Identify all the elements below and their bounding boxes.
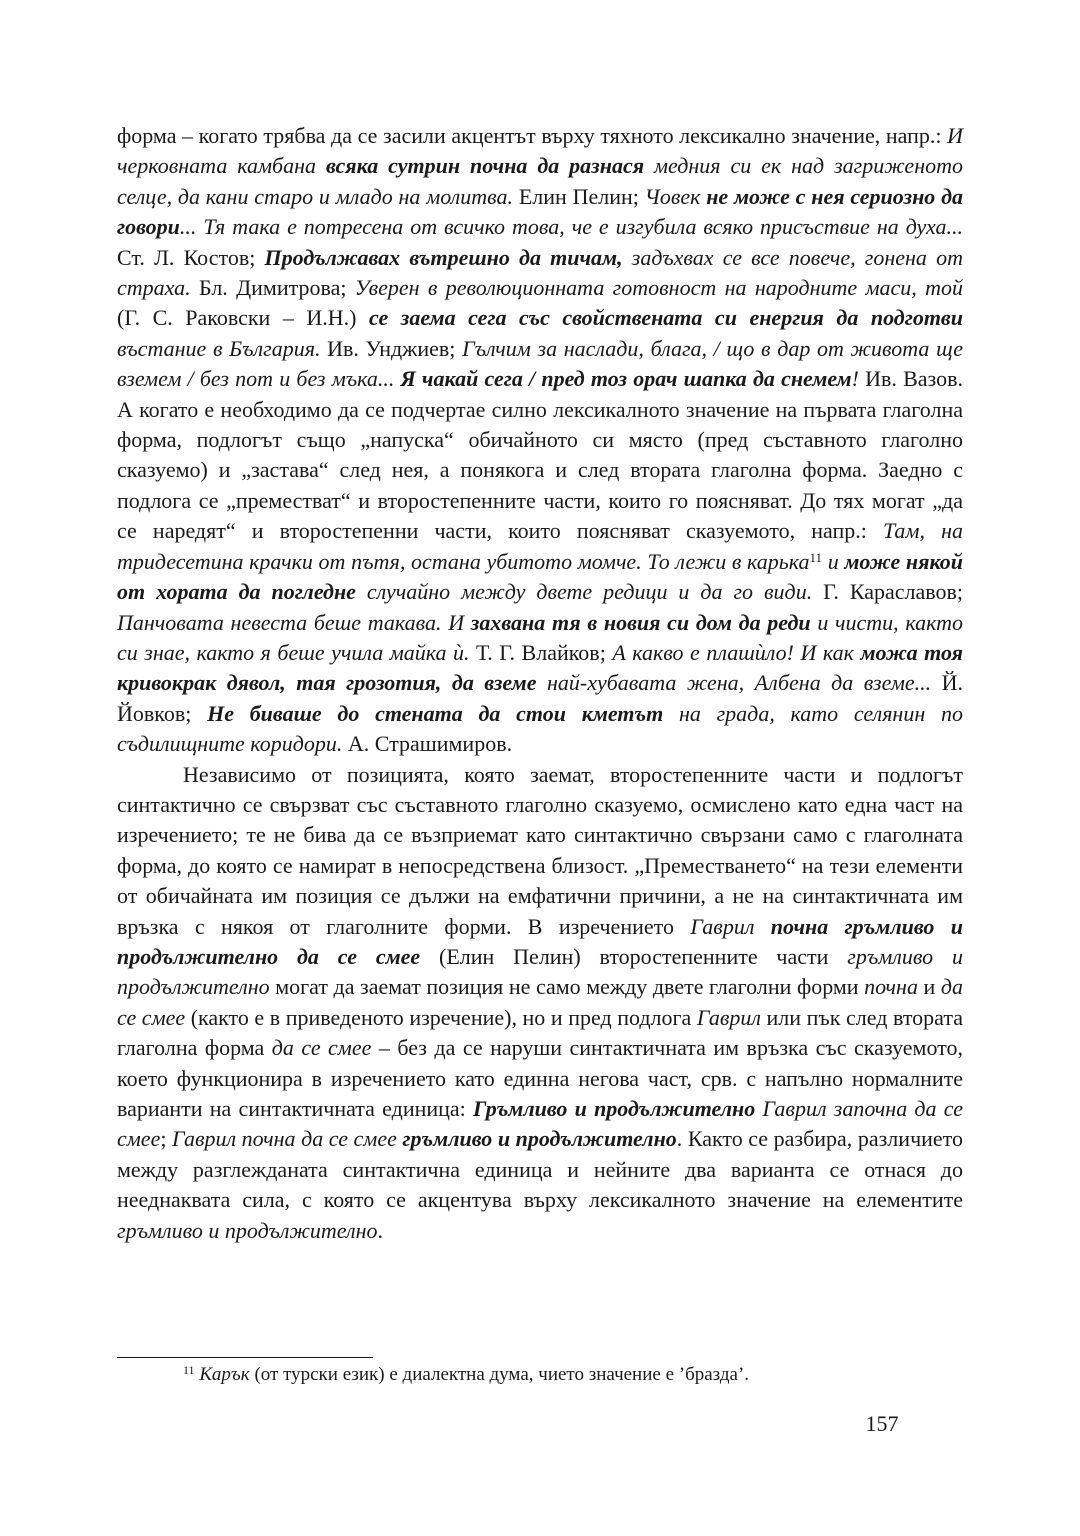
quote-italic: на града, като селянин по съдилищните коридори.	[117, 700, 963, 757]
quote-italic: почна	[864, 974, 918, 1000]
text-run: или пък след втората глаголна форма	[117, 1004, 963, 1061]
quote-emphasis: гръмливо и продължително	[402, 1126, 677, 1152]
text-run: – без да се наруши синтактичната им връзка със сказуемото, което функционира в изречението като единна негова част, срв. с напълно нормалните варианти на синтактичната единица:	[117, 1035, 964, 1121]
quote-italic: Уверен в революционната готовност на народните маси, той	[354, 275, 963, 301]
paragraph-2	[117, 760, 963, 1247]
quote-italic: задъхвах се все повече, гонена от страха.	[117, 244, 963, 301]
footnote-term: Карък	[199, 1364, 250, 1385]
page-number: 157	[865, 1411, 899, 1436]
main-text	[117, 121, 963, 1246]
quote-italic: Гаврил	[696, 1004, 761, 1030]
quote-italic: гръмливо и продължително	[117, 943, 963, 1000]
quote-italic: и чисти, както си знае, както я беше учила майка ѝ.	[117, 609, 963, 665]
paragraph-1	[117, 121, 963, 760]
quote-emphasis: Не биваше до стената да стои кметът	[207, 700, 664, 726]
author-ref: Бл. Димитрова;	[190, 275, 355, 301]
quote-italic: и	[822, 548, 845, 574]
quote-italic: Човек	[644, 183, 707, 209]
quote-emphasis: може някой от хората да погледне	[117, 548, 963, 605]
quote-italic: Гаврил започна да се смее	[117, 1096, 963, 1152]
quote-emphasis: не може с нея сериозно да говори	[117, 183, 963, 240]
text-run: могат да заемат позиция не само между двете глаголни форми	[269, 974, 865, 1000]
quote-emphasis: Гръмливо и продължително	[473, 1096, 756, 1121]
text-run: и	[917, 974, 941, 1000]
text-run: (Елин Пелин) второстепенните части	[420, 943, 848, 969]
quote-italic: медния си ек над загриженото селце, да кани старо и младо на молитва.	[117, 153, 963, 209]
footnote-divider	[117, 1357, 373, 1358]
quote-emphasis: Я чакай сега / пред тоз орач шапка да снемем	[400, 366, 852, 392]
author-ref: Ив. Унджиев;	[320, 335, 463, 361]
quote-emphasis: се заема сега със свойствената си енергия да подготви	[368, 305, 963, 331]
quote-italic: най-хубавата жена, Албена да вземе...	[536, 670, 932, 696]
text-run: Ив. Вазов. А когато е необходимо да се подчертае силно лексикалното значение на първата глаголна форма, подлогът също „напуска“ обичайното си място (пред съставното глаголно сказуемо) и „застава“ след нея, а понякога и след втората глаголна форма. Заедно с подлога се „преместват“ и второстепенните части, които го поясняват. До тях могат „да се наредят“ и второстепенни части, които поясняват сказуемото, напр.:	[117, 366, 963, 544]
text-run: Независимо от позицията, която заемат, второстепенните части и подлогът синтактично се свързват със съставното глаголно сказуемо, осмислено като една част на изречението; те не бива да се възприемат като синтактично свързани само с глаголната форма, до която се намират в непосредствена близост. „Преместването“ на тези елементи от обичайната им позиция се дължи на емфатични причини, а не на синтактичната им връзка с някоя от глаголните форми. В изречението	[117, 761, 963, 939]
quote-emphasis: всяка сутрин почна да разнася	[325, 153, 645, 179]
quote-emphasis: захвана тя в новия си дом да реди	[470, 609, 811, 635]
quote-italic: И черковната камбана	[117, 123, 963, 179]
quote-emphasis: почна гръмливо и продължително да се смее	[117, 913, 963, 969]
author-ref: Й. Йовков;	[117, 670, 964, 726]
quote-italic: Гаврил	[690, 913, 771, 939]
footnote-number: 11	[183, 1363, 195, 1377]
quote-italic: гръмливо и продължително	[117, 1217, 378, 1243]
quote-italic: Панчовата невеста беше такава. И	[117, 609, 471, 635]
quote-italic: А какво е плашѝло! И как	[612, 639, 861, 665]
quote-italic: Гаврил почна да се смее	[172, 1126, 403, 1152]
quote-italic: Гълчим за наслади, блага, / що в дар от живота ще вземем / без пот и без мъка...	[117, 335, 963, 392]
quote-italic: въстание в България.	[117, 335, 321, 361]
text-run: ;	[160, 1126, 173, 1152]
text-run: форма – когато трябва да се засили акцентът върху тяхното лексикално значение, напр.:	[117, 123, 948, 148]
text-run: (както е в приведеното изречение), но и пред подлога	[185, 1004, 697, 1030]
author-ref: А. Страшимиров.	[342, 731, 513, 757]
footnote-ref[interactable]: 11	[809, 549, 823, 565]
author-ref: Елин Пелин;	[513, 183, 645, 209]
quote-italic: да се смее	[117, 974, 964, 1030]
footnote	[183, 1362, 963, 1388]
author-ref: Т. Г. Влайков;	[469, 639, 613, 665]
text-run: . Както се разбира, различието между разглежданата синтактична единица и нейните два варианта се отнася до нееднаквата сила, с която се акцентува върху лексикалното значение на елементите	[117, 1126, 963, 1213]
text-run: .	[377, 1217, 384, 1243]
footnote-text: (от турски език) е диалектна дума, чието значение е ’бразда’.	[249, 1364, 750, 1385]
quote-italic: ... Тя така е потресена от всичко това, че е изгубила всяко присъствие на духа...	[179, 214, 963, 240]
quote-italic: да се смее	[271, 1035, 372, 1061]
text-run: (Г. С. Раковски – И.Н.)	[117, 305, 369, 331]
quote-italic: Там, на тридесетина крачки от пътя, остана убитото момче. То лежи в карька	[117, 518, 963, 574]
quote-emphasis: можа тоя кривокрак дявол, тая грозотия, да вземе	[117, 639, 963, 696]
quote-italic: случайно между двете редици и да го види.	[355, 579, 813, 605]
author-ref: Ст. Л. Костов;	[117, 244, 265, 270]
quote-italic: !	[851, 366, 859, 392]
quote-emphasis: Продължавах вътрешно да тичам,	[264, 244, 623, 270]
author-ref: Г. Караславов;	[812, 579, 964, 605]
